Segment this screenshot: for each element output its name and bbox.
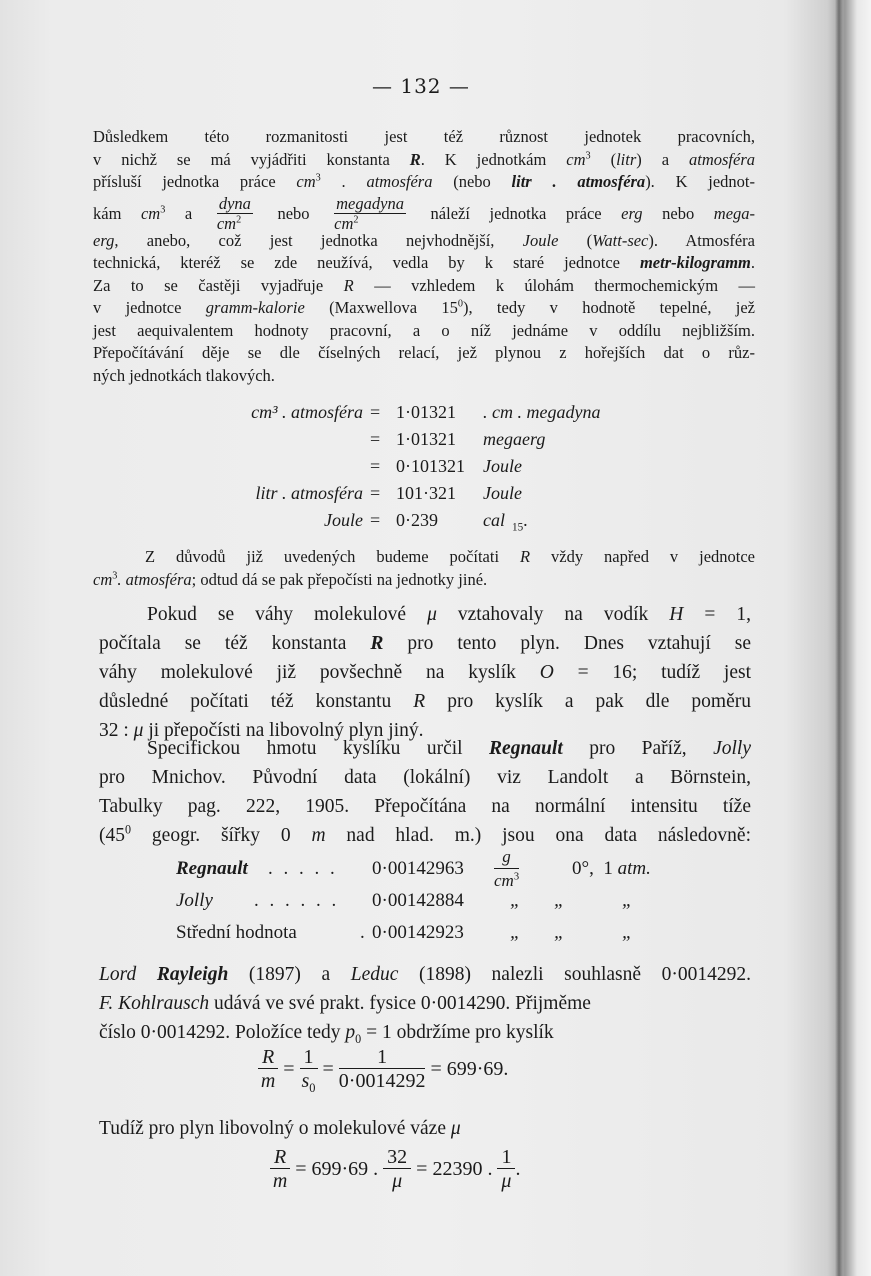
- text-line: [99, 960, 751, 989]
- equation-value: 1·01321: [396, 402, 456, 422]
- superscript: 3: [112, 570, 118, 581]
- temperature-condition: 0°,: [572, 858, 594, 879]
- equals-sign: =: [283, 1058, 295, 1080]
- text-segment: Z důvodů již uvedených budeme počítati: [145, 547, 520, 566]
- ditto-mark: „: [622, 922, 633, 943]
- formula-tail: .: [515, 1158, 521, 1180]
- subscript: 0: [309, 1081, 316, 1095]
- final-paragraph-2: [99, 1114, 751, 1143]
- unit-cm: cm: [140, 203, 161, 223]
- body-paragraph-2: [99, 734, 751, 850]
- text-segment: ). Atmosféra: [648, 230, 756, 250]
- numerator: g: [494, 846, 519, 869]
- text-segment: (1897) a: [228, 964, 351, 985]
- equation-unit: Joule: [483, 483, 522, 503]
- denominator: μ: [392, 1170, 403, 1192]
- fraction-dyna-cm2: [217, 195, 253, 234]
- emphasis-text: R: [413, 691, 426, 712]
- text-line: [99, 792, 751, 821]
- equation-unit: . cm . megadyna: [483, 402, 601, 422]
- text-segment: (: [590, 149, 617, 169]
- density-table: [176, 846, 696, 956]
- equals-sign: =: [370, 456, 381, 476]
- subscript: 15: [512, 521, 524, 534]
- density-row: [176, 922, 696, 950]
- equation-row: [180, 483, 640, 509]
- text-line: [93, 365, 755, 388]
- text-segment: nebo: [642, 203, 714, 223]
- text-segment: Tudíž pro plyn libovolný o molekulové váze: [99, 1118, 451, 1139]
- observer-name: Jolly: [176, 890, 213, 911]
- equals-sign: =: [370, 510, 381, 530]
- text-segment: ; odtud dá se pak přepočísti na jednotky jiné.: [191, 569, 488, 589]
- text-line: [93, 569, 755, 592]
- intro-rest-lines: [93, 230, 755, 388]
- unit-atmosfera: atmosféra: [689, 149, 755, 169]
- ditto-mark: „: [622, 890, 633, 911]
- fraction-g-cm3: [494, 846, 519, 893]
- superscript: 3: [585, 150, 591, 161]
- text-segment: Tabulky pag. 222, 1905. Přepočítána na normální intensitu tíže: [99, 796, 751, 817]
- text-segment: ných jednotkách tlakových.: [93, 365, 275, 385]
- emphasis-text: Lord: [99, 964, 157, 985]
- denominator: μ: [501, 1170, 512, 1192]
- equals-sign: =: [370, 402, 381, 422]
- numerator: 1: [300, 1046, 318, 1069]
- text-segment: Za to se častěji vyjadřuje: [93, 275, 344, 295]
- text-segment: číslo 0·0014292. Položíce tedy: [99, 1022, 346, 1043]
- emphasis-text: R: [343, 275, 354, 295]
- density-value: 0·00142923: [372, 922, 464, 943]
- equation-unit: cal: [483, 510, 505, 530]
- numerator: dyna: [218, 194, 251, 214]
- ditto-mark: „: [510, 922, 521, 943]
- leader-dots: . . . . .: [268, 858, 338, 879]
- unit-equations: [180, 402, 640, 537]
- text-segment: v jednotce: [93, 298, 206, 317]
- text-line: [93, 230, 755, 253]
- equation-left: cm³ . atmosféra: [251, 402, 363, 422]
- text-segment: , anebo, což jest jednotka nejvhodnější,: [114, 230, 523, 250]
- equation-value: 101·321: [396, 483, 456, 503]
- text-segment: ). K jednot-: [645, 172, 755, 191]
- formula-result: = 699·69.: [430, 1058, 509, 1080]
- text-segment: pro tento plyn. Dnes vztahují se: [383, 633, 751, 654]
- intro-paragraph: [93, 126, 755, 387]
- text-line: [93, 149, 755, 172]
- density-row: [176, 890, 696, 918]
- text-segment: Specifickou hmotu kyslíku určil: [147, 738, 490, 759]
- unit-cm: cm: [93, 569, 113, 589]
- emphasis-text: μ: [133, 720, 144, 741]
- final-paragraph: [99, 960, 751, 1047]
- text-segment: technická, kteréž se zde neužívá, vedla by k staré jednotce: [93, 253, 640, 272]
- numerator: 32: [383, 1146, 411, 1169]
- formula-value: = 22390 .: [416, 1158, 493, 1180]
- text-line: [99, 658, 751, 687]
- density-conditions: [572, 858, 651, 880]
- fraction-1-density: [339, 1046, 426, 1093]
- text-segment: náleží jednotka práce: [430, 203, 622, 223]
- numerator: R: [258, 1046, 278, 1069]
- superscript: 0: [125, 822, 132, 837]
- text-segment: v nichž se má vyjádřiti konstanta: [93, 149, 410, 169]
- text-segment: nad hlad. m.) jsou ona data následovně:: [325, 825, 751, 846]
- superscript: 2: [236, 214, 242, 226]
- text-segment: = 1,: [683, 604, 752, 625]
- text-line: [93, 546, 755, 569]
- emphasis-text: erg: [93, 230, 115, 250]
- text-segment: nebo: [277, 203, 330, 223]
- denominator: [300, 1069, 318, 1093]
- equation-value: 0·239: [396, 510, 438, 530]
- text-segment: .: [320, 172, 367, 191]
- text-line: [99, 989, 751, 1018]
- leader-dots: .: [360, 922, 368, 943]
- text-line: [99, 600, 751, 629]
- equation-tail: .: [523, 510, 528, 530]
- text-segment: a: [165, 203, 212, 223]
- text-segment: váhy molekulové již povšechně na kyslík: [99, 662, 540, 683]
- text-segment: Důsledkem této rozmanitosti jest též různost jednotek pracovních,: [93, 127, 755, 146]
- body-paragraph-1: [99, 600, 751, 745]
- formula-oxygen: [258, 1046, 508, 1093]
- text-line: [99, 1018, 751, 1047]
- text-line: [99, 734, 751, 763]
- text-line: [99, 629, 751, 658]
- fraction-R-m: [270, 1146, 290, 1193]
- text-line: [99, 687, 751, 716]
- text-segment: udává ve své prakt. fysice 0·0014290. Přijměme: [209, 993, 591, 1014]
- numerator: 1: [339, 1046, 426, 1069]
- text-segment: pro Paříž,: [562, 738, 714, 759]
- text-line: [99, 763, 751, 792]
- unit-subscript: [512, 510, 528, 534]
- text-segment: = 16; tudíž jest: [553, 662, 751, 683]
- text-segment: pro Mnichov. Původní data (lokální) viz Landolt a Börnstein,: [99, 767, 751, 788]
- text-segment: (Maxwellova 15: [304, 298, 458, 317]
- text-segment: Přepočítávání děje se dle číselných relací, jež plynou z hořejších dat o růz-: [93, 343, 755, 362]
- text-segment: geogr. šířky 0: [131, 825, 312, 846]
- page-edge-shadow: [835, 0, 843, 1276]
- text-line: [93, 275, 755, 298]
- emphasis-text: p: [345, 1022, 356, 1043]
- fraction-32-mu: [383, 1146, 411, 1193]
- emphasis-text: m: [311, 825, 326, 846]
- denominator: m: [272, 1170, 288, 1192]
- text-line: [93, 126, 755, 149]
- text-line: [93, 342, 755, 365]
- numerator: 1: [497, 1146, 515, 1169]
- formula-general: [270, 1146, 520, 1193]
- superscript: 3: [160, 204, 166, 215]
- observer-name: Regnault: [176, 858, 248, 879]
- text-line: [93, 171, 755, 194]
- pressure-unit: atm.: [617, 858, 651, 879]
- page-number: — 132 —: [372, 74, 470, 98]
- ditto-mark: „: [554, 922, 565, 943]
- equation-left: Joule: [324, 510, 363, 530]
- symbol-s: s: [301, 1070, 310, 1092]
- text-segment: 32 :: [99, 720, 134, 741]
- emphasis-text: μ: [427, 604, 437, 625]
- text-segment: jest aequivalentem hodnoty pracovní, a o níž jednáme v oddílu nejbližším.: [93, 320, 755, 340]
- equation-unit: Joule: [483, 456, 522, 476]
- equation-left: litr . atmosféra: [255, 483, 363, 503]
- denominator: m: [260, 1070, 276, 1092]
- text-line: [93, 320, 755, 343]
- unit-cm: cm: [494, 871, 514, 890]
- equation-row: [180, 429, 640, 455]
- unit-cm: cm: [216, 214, 237, 234]
- text-segment: ji přepočísti na libovolný plyn jiný.: [143, 720, 424, 741]
- unit-atmosfera: . atmosféra: [117, 569, 192, 589]
- subscript: 0: [355, 1031, 362, 1046]
- emphasis-text: gramm-kalorie: [205, 298, 305, 317]
- text-segment: (nebo: [432, 172, 512, 191]
- leader-dots: . . . . . .: [254, 890, 340, 911]
- text-segment: (: [558, 230, 593, 250]
- text-segment: vždy napřed v jednotce: [530, 547, 755, 566]
- text-line: [93, 252, 755, 275]
- observer-name: Střední hodnota: [176, 922, 297, 943]
- equation-unit: megaerg: [483, 429, 546, 449]
- formula-value: = 699·69 .: [295, 1158, 379, 1180]
- denominator: [494, 869, 519, 893]
- emphasis-text: F. Kohlrausch: [99, 993, 210, 1014]
- unit-cm: cm: [334, 214, 354, 234]
- density-value: 0·00142963: [372, 858, 464, 879]
- emphasis-text: Jolly: [713, 738, 752, 759]
- symbol-R: R: [409, 149, 421, 169]
- denominator: 0·0014292: [338, 1070, 426, 1092]
- conversion-note: [93, 546, 755, 591]
- emphasis-text: Regnault: [489, 738, 563, 759]
- superscript: 2: [353, 214, 359, 226]
- ditto-mark: „: [554, 890, 565, 911]
- text-segment: Pokud se váhy molekulové: [147, 604, 428, 625]
- emphasis-text: Watt-sec: [592, 230, 649, 250]
- equation-row: [180, 510, 640, 536]
- text-segment: — vzhledem k úlohám thermochemickým —: [353, 275, 755, 295]
- pressure-value: 1: [603, 858, 613, 879]
- numerator: R: [270, 1146, 290, 1169]
- symbol-R: R: [519, 547, 531, 566]
- equation-value: 1·01321: [396, 429, 456, 449]
- emphasis-text: Rayleigh: [156, 964, 229, 985]
- density-unit: [494, 846, 519, 893]
- equation-row: [180, 456, 640, 482]
- equals-sign: =: [370, 483, 381, 503]
- fraction-R-m: [258, 1046, 278, 1093]
- text-segment: . K jednotkám: [420, 149, 567, 169]
- numerator: megadyna: [336, 194, 404, 214]
- text-segment: vztahovaly na vodík: [436, 604, 670, 625]
- superscript: 3: [513, 871, 520, 883]
- text-segment: přísluší jednotka práce: [93, 172, 297, 191]
- emphasis-text: Leduc: [350, 964, 399, 985]
- equation-value: 0·101321: [396, 456, 465, 476]
- text-segment: ) a: [636, 149, 689, 169]
- ditto-mark: „: [510, 890, 521, 911]
- text-segment: pro kyslík a pak dle poměru: [425, 691, 751, 712]
- equals-sign: =: [322, 1058, 334, 1080]
- unit-litr-atmosfera: litr . atmosféra: [511, 172, 646, 191]
- emphasis-text: metr-kilogramm: [639, 253, 751, 272]
- superscript: 3: [315, 172, 321, 184]
- emphasis-text: H: [669, 604, 684, 625]
- equation-row: [180, 402, 640, 428]
- text-segment: počítala se též konstanta: [99, 633, 371, 654]
- emphasis-text: Joule: [522, 230, 559, 250]
- text-segment: důsledné počítati též konstantu: [99, 691, 414, 712]
- text-segment: = 1 obdržíme pro kyslík: [361, 1022, 554, 1043]
- unit-cm: cm: [296, 172, 316, 191]
- text-segment: kám: [93, 203, 141, 223]
- text-line: [99, 1114, 751, 1143]
- unit-mega: mega-: [713, 203, 756, 223]
- emphasis-text: O: [539, 662, 554, 683]
- text-segment: (1898) nalezli souhlasně 0·0014292.: [398, 964, 751, 985]
- fraction-1-mu: [497, 1146, 515, 1193]
- emphasis-text: R: [370, 633, 384, 654]
- equals-sign: =: [370, 429, 381, 449]
- fraction-1-s0: [300, 1046, 318, 1093]
- text-segment: ), tedy v hodnotě tepelné, jež: [462, 298, 755, 317]
- density-value: 0·00142884: [372, 890, 464, 911]
- unit-atmosfera: atmosféra: [366, 172, 433, 191]
- fraction-megadyna-cm2: [334, 195, 406, 234]
- text-segment: (45: [99, 825, 125, 846]
- unit-erg: erg: [621, 203, 643, 223]
- unit-cm: cm: [566, 149, 586, 169]
- emphasis-text: μ: [450, 1118, 461, 1139]
- unit-litr: litr: [616, 149, 637, 169]
- text-segment: .: [750, 253, 755, 272]
- superscript: 0: [457, 298, 463, 310]
- fraction-line: [93, 192, 755, 236]
- text-line: [93, 297, 755, 320]
